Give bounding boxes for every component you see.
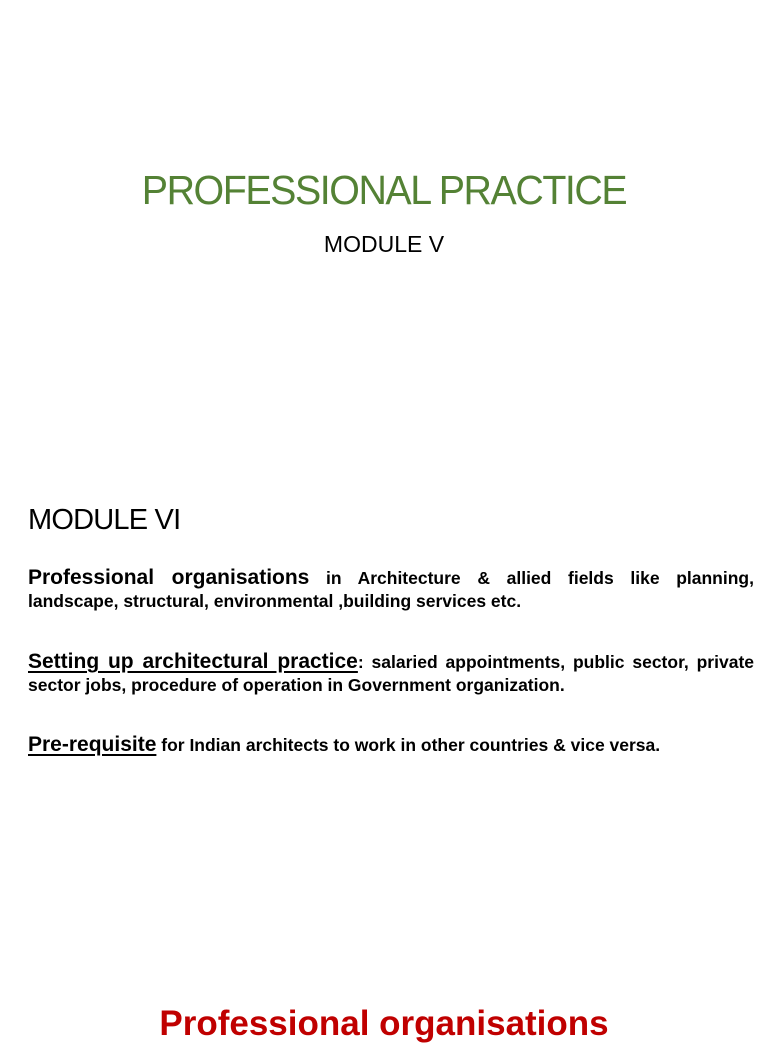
topic-lead: Pre-requisite [28, 733, 157, 756]
topic-professional-organisations [28, 566, 754, 613]
module-heading: MODULE VI [28, 504, 181, 536]
topic-pre-requisite [28, 733, 754, 757]
topic-text: in Architecture & allied fields like planning, landscape, structural, environmental ,building services etc. [28, 568, 754, 611]
next-slide-title: Professional organisations [159, 1004, 609, 1043]
topic-text: for Indian architects to work in other countries & vice versa. [156, 735, 661, 755]
title-slide [0, 0, 768, 470]
topic-lead: Professional organisations [28, 566, 310, 589]
topic-lead: Setting up architectural practice [28, 650, 358, 673]
presentation-subtitle: MODULE V [323, 231, 445, 257]
presentation-title: PROFESSIONAL PRACTICE [141, 167, 627, 213]
topic-setting-up-practice [28, 650, 754, 697]
topic-text: : salaried appointments, public sector, private sector jobs, procedure of operation in Government organization. [28, 652, 755, 695]
module-vi-slide [0, 470, 768, 1043]
